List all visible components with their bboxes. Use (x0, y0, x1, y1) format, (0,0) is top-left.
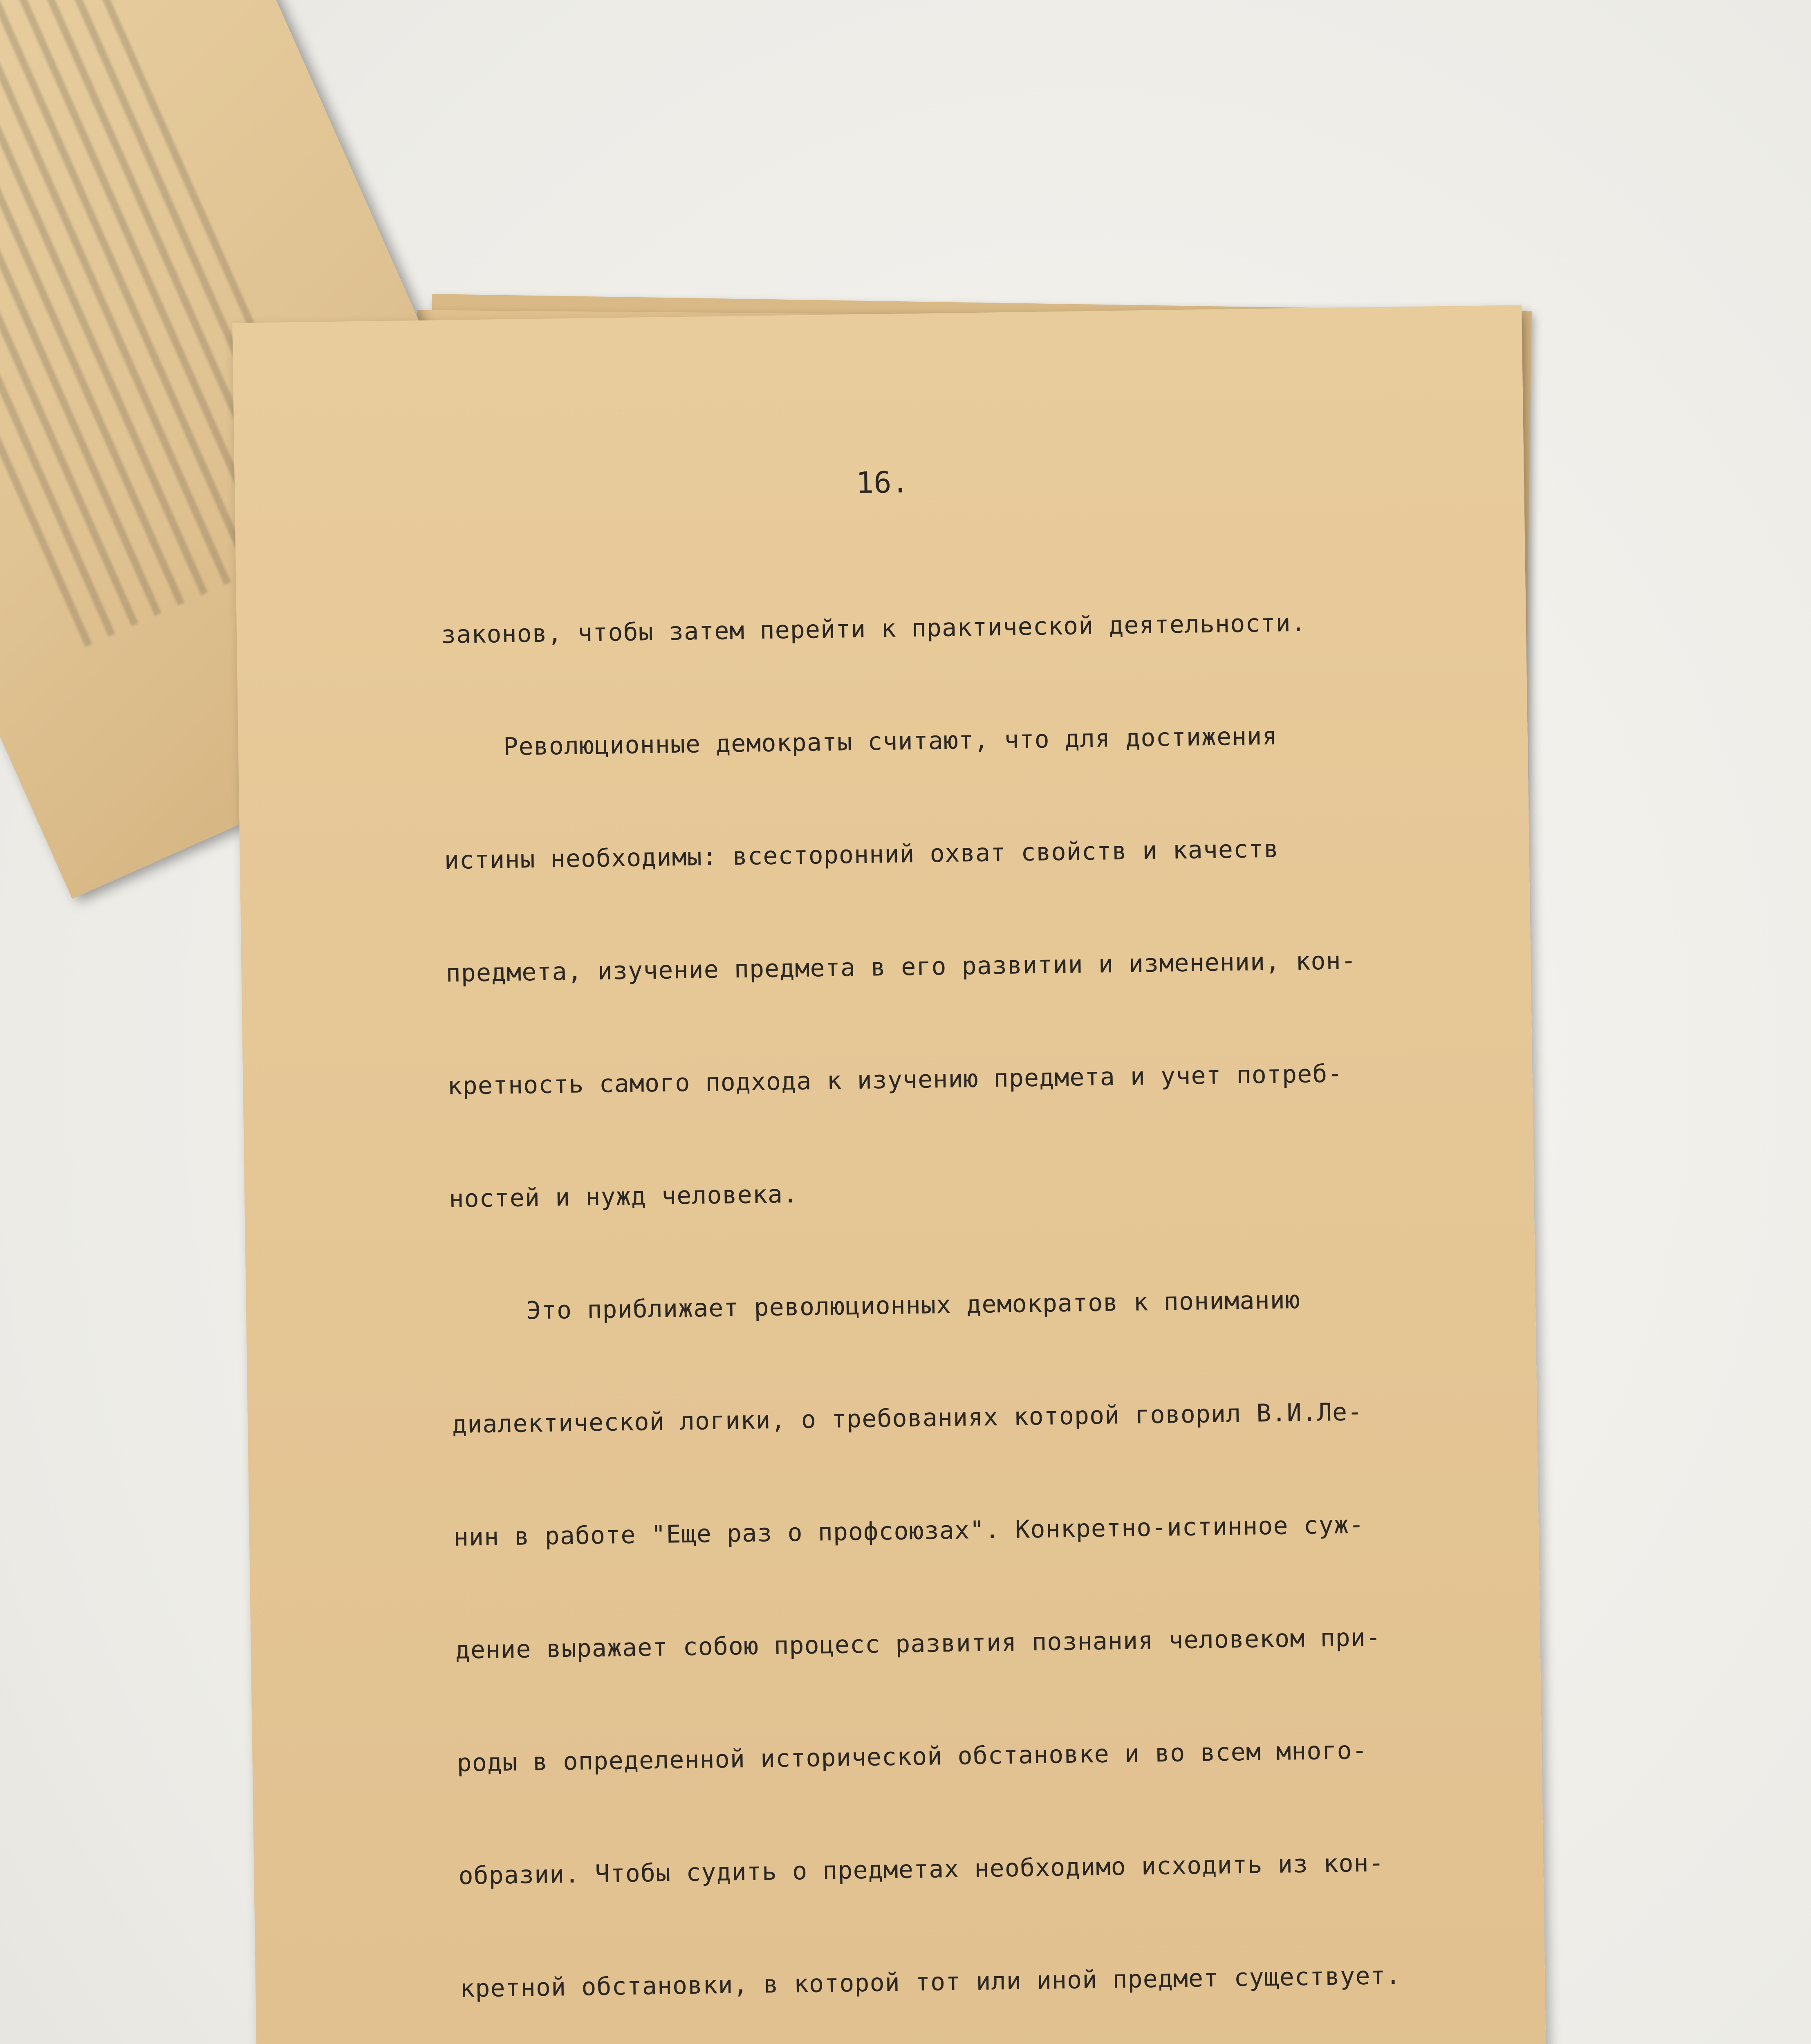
text-line: Революционные демократы считают, что для достижения (442, 722, 1278, 762)
text-line: образии. Чтобы судить о предметах необходимо исходить из кон- (458, 1849, 1385, 1890)
text-line: истины необходимы: всесторонний охват свойств и качеств (444, 834, 1279, 875)
text-line: ностей и нужд человека. (448, 1180, 798, 1214)
text-line: предмета, изучение предмета в его развитии и изменении, кон- (446, 946, 1357, 988)
text-line: диалектической логики, о требованиях которой говорил В.И.Ле- (452, 1397, 1363, 1439)
text-line: дение выражает собою процесс развития познания человеком при- (455, 1623, 1381, 1665)
text-line: роды в определенной исторической обстановке и во всем много- (457, 1736, 1368, 1777)
text-line: Это приближает революционных демократов к пониманию (450, 1286, 1301, 1327)
text-line: кретной обстановки, в которой тот или иной предмет существует. (459, 1961, 1401, 2003)
page-number: 16. (856, 465, 910, 500)
body-text (440, 527, 1487, 2044)
text-line: нин в работе "Еще раз о профсоюзах". Конкретно-истинное суж- (453, 1510, 1365, 1552)
text-line: кретность самого подхода к изучению предмета и учет потреб- (447, 1059, 1343, 1101)
typed-page (232, 305, 1547, 2044)
text-line: законов, чтобы затем перейти к практической деятельности. (441, 608, 1307, 650)
